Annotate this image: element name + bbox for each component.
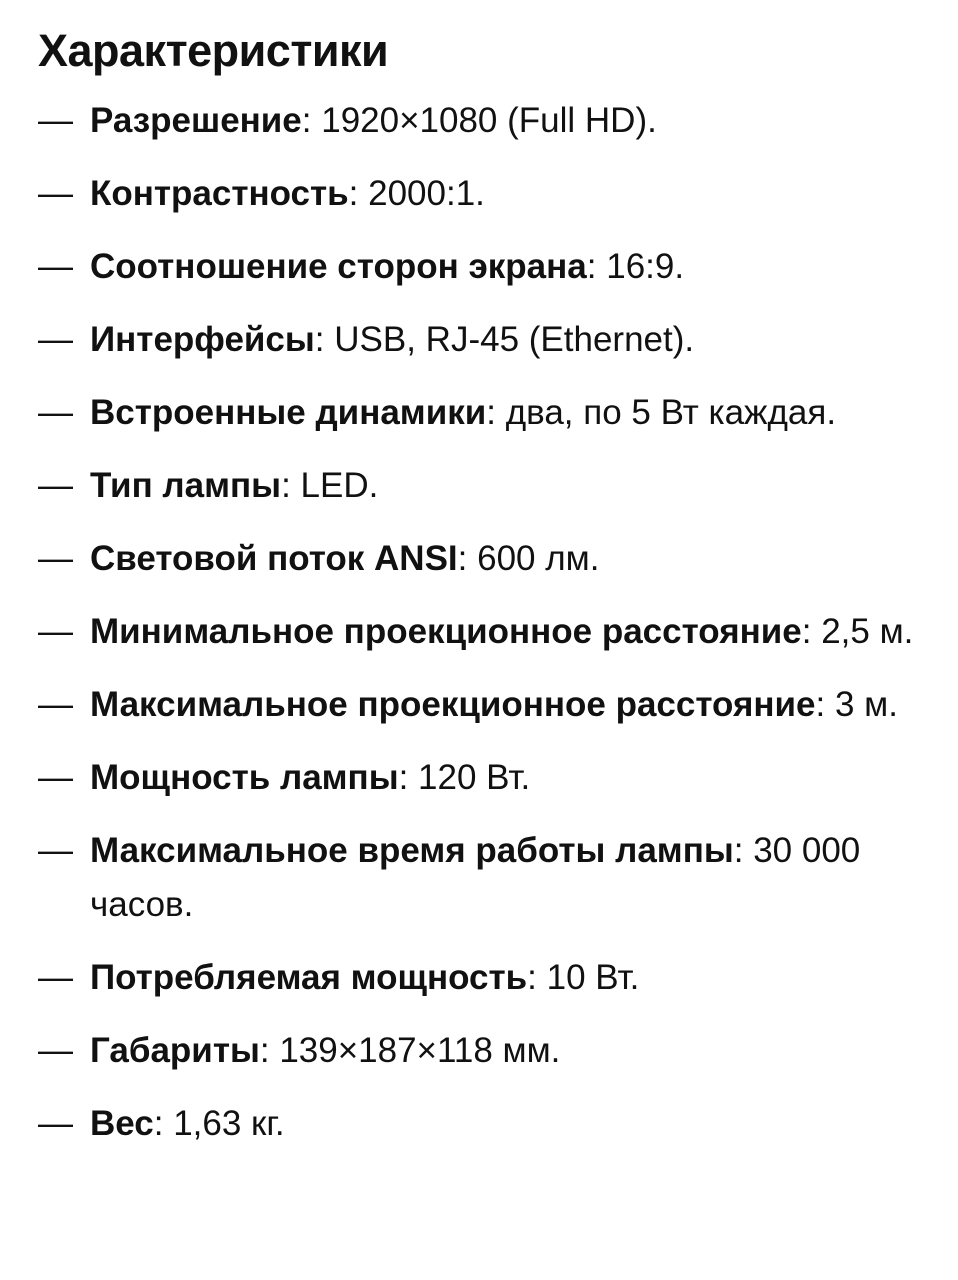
dash-marker: —: [38, 247, 73, 286]
spec-item-luminous-flux: [38, 532, 918, 586]
spec-item-resolution: [38, 94, 918, 148]
spec-label: Встроенные динамики: [90, 393, 487, 432]
dash-marker: —: [38, 685, 73, 724]
spec-separator: :: [815, 685, 826, 724]
spec-separator: :: [486, 393, 496, 432]
spec-label: Контрастность: [90, 174, 349, 213]
spec-item-lamp-type: [38, 459, 918, 513]
spec-item-contrast: [38, 167, 918, 221]
dash-marker: —: [38, 1104, 73, 1143]
spec-label: Минимальное проекционное расстояние: [90, 612, 802, 651]
spec-value: 1920×1080 (Full HD).: [311, 101, 657, 140]
spec-label: Интерфейсы: [90, 320, 315, 359]
spec-separator: :: [259, 1031, 270, 1070]
spec-label: Габариты: [90, 1031, 260, 1070]
spec-separator: :: [527, 958, 537, 997]
spec-label: Разрешение: [90, 101, 302, 140]
spec-item-lamp-lifetime: [38, 824, 918, 932]
spec-value: 600 лм.: [467, 539, 600, 578]
spec-separator: :: [281, 466, 291, 505]
dash-marker: —: [38, 831, 73, 870]
spec-list: [38, 94, 918, 1151]
spec-label: Максимальное время работы лампы: [90, 831, 734, 870]
dash-marker: —: [38, 174, 73, 213]
spec-separator: :: [348, 174, 359, 213]
page-title: Характеристики: [38, 25, 389, 76]
spec-value: 3 м.: [825, 685, 898, 724]
spec-separator: :: [398, 758, 409, 797]
spec-separator: :: [301, 101, 312, 140]
spec-value: 16:9.: [596, 247, 685, 286]
spec-separator: :: [153, 1104, 164, 1143]
spec-item-interfaces: [38, 313, 918, 367]
spec-label: Вес: [90, 1104, 154, 1143]
dash-marker: —: [38, 758, 73, 797]
spec-item-min-distance: [38, 605, 918, 659]
spec-label: Потребляемая мощность: [90, 958, 528, 997]
dash-marker: —: [38, 539, 73, 578]
spec-label: Мощность лампы: [90, 758, 399, 797]
spec-value: 30 000 часов.: [90, 831, 861, 924]
spec-value: 2,5 м.: [811, 612, 914, 651]
spec-item-aspect-ratio: [38, 240, 918, 294]
spec-value: USB, RJ-45 (Ethernet).: [324, 320, 695, 359]
spec-label: Соотношение сторон экрана: [90, 247, 587, 286]
spec-separator: :: [733, 831, 744, 870]
spec-value: LED.: [290, 466, 379, 505]
spec-item-weight: [38, 1097, 918, 1151]
spec-label: Максимальное проекционное расстояние: [90, 685, 816, 724]
spec-value: 2000:1.: [358, 174, 485, 213]
spec-item-power-consumption: [38, 951, 918, 1005]
dash-marker: —: [38, 958, 73, 997]
dash-marker: —: [38, 612, 73, 651]
dash-marker: —: [38, 393, 73, 432]
spec-separator: :: [314, 320, 325, 359]
spec-value: 139×187×118 мм.: [269, 1031, 561, 1070]
spec-item-lamp-power: [38, 751, 918, 805]
spec-value: 10 Вт.: [536, 958, 640, 997]
spec-value: 120 Вт.: [408, 758, 531, 797]
spec-value: 1,63 кг.: [163, 1104, 285, 1143]
spec-separator: :: [586, 247, 597, 286]
spec-item-max-distance: [38, 678, 918, 732]
spec-item-speakers: [38, 386, 918, 440]
dash-marker: —: [38, 320, 73, 359]
spec-item-dimensions: [38, 1024, 918, 1078]
dash-marker: —: [38, 1031, 73, 1070]
spec-label: Тип лампы: [90, 466, 282, 505]
spec-value: два, по 5 Вт каждая.: [495, 393, 837, 432]
dash-marker: —: [38, 466, 73, 505]
dash-marker: —: [38, 101, 73, 140]
spec-separator: :: [801, 612, 812, 651]
spec-separator: :: [457, 539, 468, 578]
spec-label: Световой поток ANSI: [90, 539, 458, 578]
